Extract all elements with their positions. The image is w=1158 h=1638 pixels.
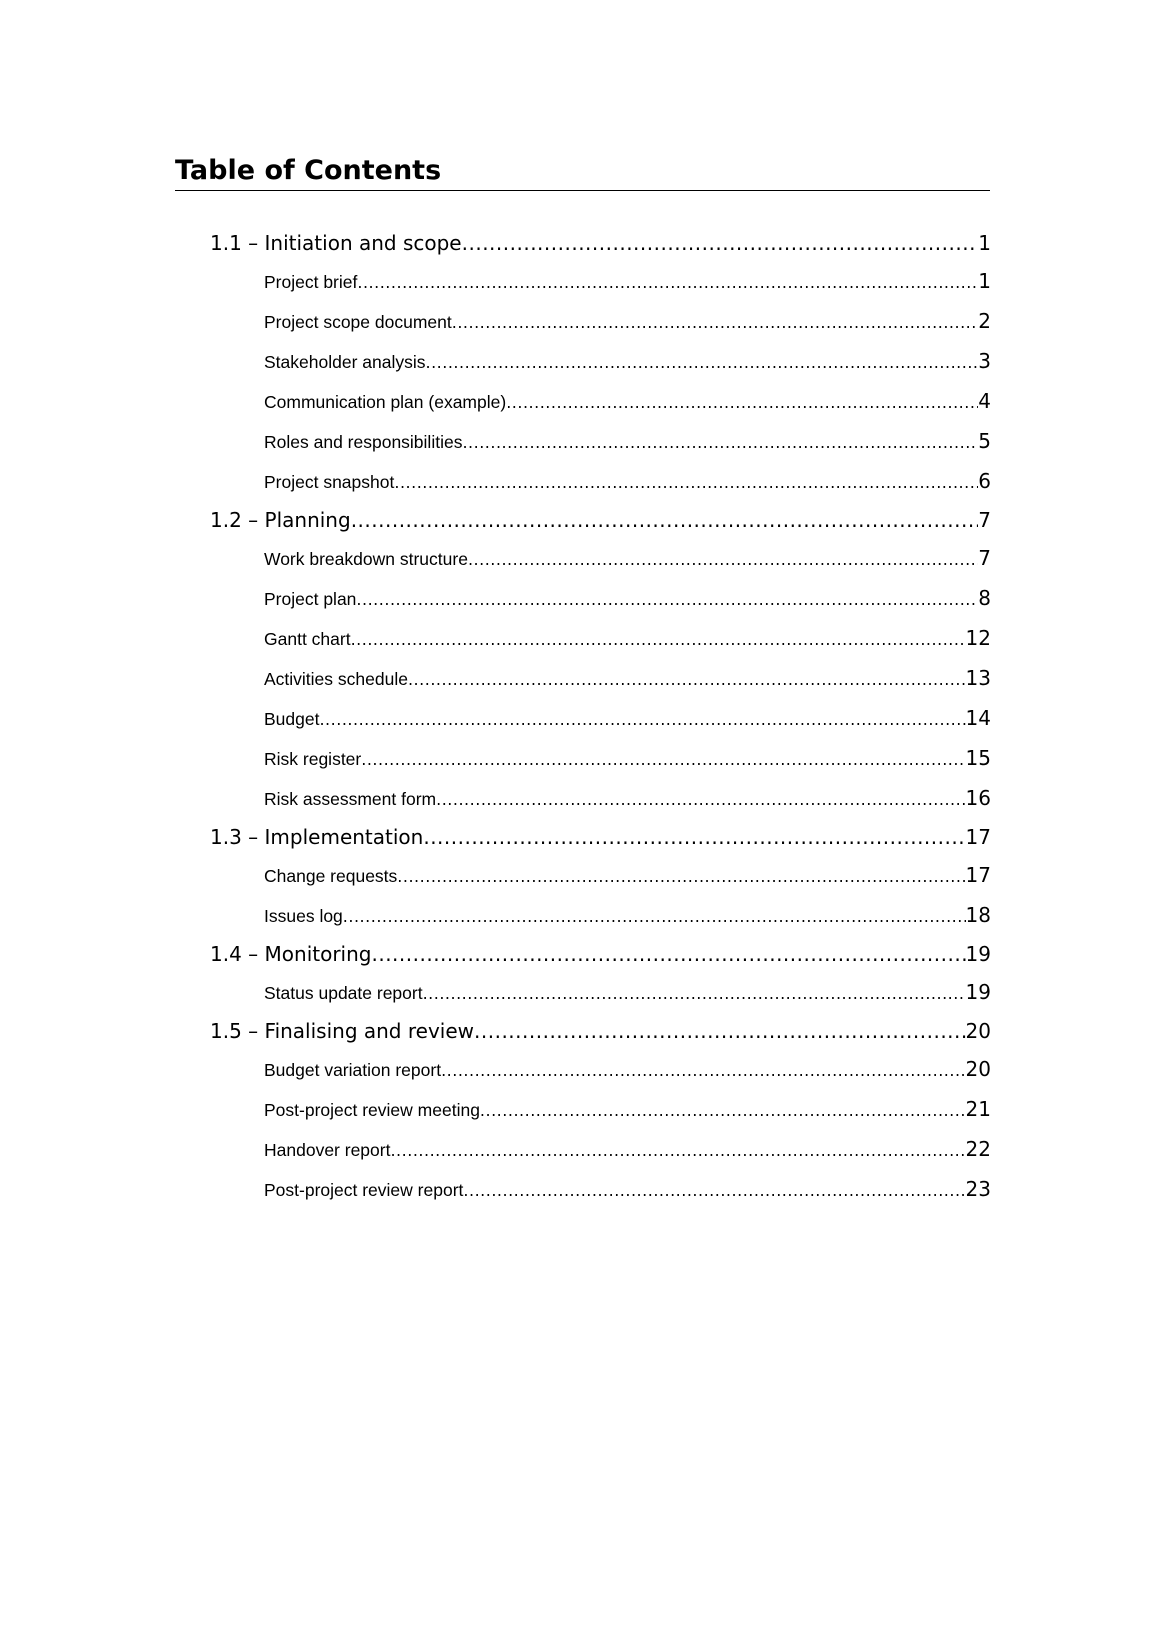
toc-page-number: 13 — [965, 666, 991, 690]
toc-subsection-entry[interactable] — [264, 902, 991, 928]
toc-page-number: 16 — [965, 786, 991, 810]
toc-page-number: 1 — [978, 269, 991, 293]
dot-leader — [394, 470, 978, 494]
toc-subsection-entry[interactable] — [264, 625, 991, 651]
toc-subsection-entry[interactable] — [264, 785, 991, 811]
dot-leader — [408, 667, 966, 691]
toc-entry-label: 1.3 – Implementation — [210, 825, 424, 849]
toc-entry-label: 1.1 – Initiation and scope — [210, 231, 462, 255]
toc-section-entry[interactable] — [210, 1017, 991, 1045]
toc-page-number: 5 — [978, 429, 991, 453]
dot-leader — [423, 823, 965, 851]
toc-subsection-entry[interactable] — [264, 979, 991, 1005]
toc-page-number: 21 — [965, 1097, 991, 1121]
dot-leader — [468, 547, 978, 571]
toc-subsection-entry[interactable] — [264, 1136, 991, 1162]
toc-page-number: 6 — [978, 469, 991, 493]
toc-entry-label: Budget — [264, 709, 320, 729]
dot-leader — [480, 1098, 966, 1122]
toc-page-number: 20 — [965, 1019, 991, 1043]
toc-subsection-entry[interactable] — [264, 1176, 991, 1202]
toc-entry-label: Project snapshot — [264, 472, 395, 492]
toc-section-entry[interactable] — [210, 229, 991, 257]
dot-leader — [343, 904, 966, 928]
toc-page-number: 18 — [965, 903, 991, 927]
toc-entry-label: Roles and responsibilities — [264, 432, 463, 452]
toc-page-number: 22 — [965, 1137, 991, 1161]
toc-entry-label: Handover report — [264, 1140, 391, 1160]
dot-leader — [351, 627, 966, 651]
dot-leader — [397, 864, 965, 888]
dot-leader — [463, 1178, 965, 1202]
toc-page-number: 7 — [978, 546, 991, 570]
toc-entry-label: Risk register — [264, 749, 362, 769]
toc-subsection-entry[interactable] — [264, 745, 991, 771]
toc-entry-label: Project brief — [264, 272, 358, 292]
dot-leader — [425, 350, 978, 374]
toc-subsection-entry[interactable] — [264, 585, 991, 611]
dot-leader — [462, 229, 979, 257]
toc-section-entry[interactable] — [210, 823, 991, 851]
toc-page-number: 4 — [978, 389, 991, 413]
dot-leader — [441, 1058, 965, 1082]
toc-entry-label: Project scope document — [264, 312, 452, 332]
toc-entry-label: 1.5 – Finalising and review — [210, 1019, 475, 1043]
toc-subsection-entry[interactable] — [264, 468, 991, 494]
toc-subsection-entry[interactable] — [264, 862, 991, 888]
toc-subsection-entry[interactable] — [264, 665, 991, 691]
toc-subsection-entry[interactable] — [264, 1096, 991, 1122]
toc-entry-label: Work breakdown structure — [264, 549, 468, 569]
toc-page-number: 2 — [978, 309, 991, 333]
toc-subsection-entry[interactable] — [264, 268, 991, 294]
toc-page-number: 17 — [965, 863, 991, 887]
toc-page-number: 12 — [965, 626, 991, 650]
dot-leader — [357, 270, 978, 294]
dot-leader — [371, 940, 965, 968]
page-title: Table of Contents — [175, 154, 990, 191]
toc-subsection-entry[interactable] — [264, 545, 991, 571]
toc-subsection-entry[interactable] — [264, 428, 991, 454]
toc-entry-label: 1.2 – Planning — [210, 508, 351, 532]
toc-subsection-entry[interactable] — [264, 308, 991, 334]
dot-leader — [423, 981, 966, 1005]
toc-page-number: 1 — [978, 231, 991, 255]
toc-entry-label: Post-project review report — [264, 1180, 464, 1200]
toc-entry-label: 1.4 – Monitoring — [210, 942, 372, 966]
toc-entry-label: Issues log — [264, 906, 343, 926]
dot-leader — [474, 1017, 966, 1045]
dot-leader — [452, 310, 979, 334]
dot-leader — [351, 506, 979, 534]
toc-subsection-entry[interactable] — [264, 1056, 991, 1082]
dot-leader — [436, 787, 965, 811]
toc-subsection-entry[interactable] — [264, 388, 991, 414]
toc-page-number: 3 — [978, 349, 991, 373]
toc-entry-label: Change requests — [264, 866, 398, 886]
toc-entry-label: Status update report — [264, 983, 423, 1003]
toc-page-number: 20 — [965, 1057, 991, 1081]
dot-leader — [319, 707, 965, 731]
toc-entry-label: Budget variation report — [264, 1060, 442, 1080]
toc-entry-label: Post-project review meeting — [264, 1100, 480, 1120]
toc-page-number: 15 — [965, 746, 991, 770]
toc-page-number: 23 — [965, 1177, 991, 1201]
toc-page-number: 19 — [965, 980, 991, 1004]
toc-entry-label: Communication plan (example) — [264, 392, 507, 412]
toc-section-entry[interactable] — [210, 940, 991, 968]
toc-subsection-entry[interactable] — [264, 348, 991, 374]
toc-section-entry[interactable] — [210, 506, 991, 534]
toc-entry-label: Gantt chart — [264, 629, 351, 649]
toc-page-number: 17 — [965, 825, 991, 849]
dot-leader — [506, 390, 978, 414]
dot-leader — [390, 1138, 965, 1162]
toc-subsection-entry[interactable] — [264, 705, 991, 731]
toc-page-number: 14 — [965, 706, 991, 730]
toc-entry-label: Project plan — [264, 589, 357, 609]
toc-entry-label: Activities schedule — [264, 669, 408, 689]
toc-entry-label: Risk assessment form — [264, 789, 437, 809]
toc-entry-label: Stakeholder analysis — [264, 352, 426, 372]
toc-page-number: 19 — [965, 942, 991, 966]
dot-leader — [462, 430, 978, 454]
toc-page-number: 7 — [978, 508, 991, 532]
dot-leader — [361, 747, 965, 771]
dot-leader — [356, 587, 978, 611]
toc-page-number: 8 — [978, 586, 991, 610]
